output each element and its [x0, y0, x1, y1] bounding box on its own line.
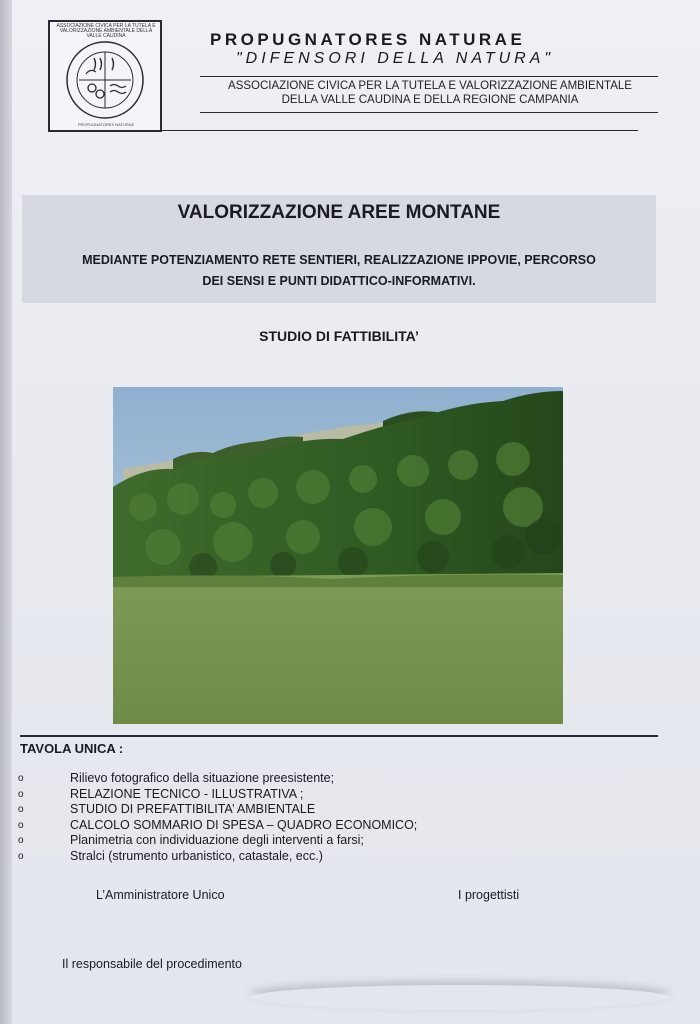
logo-caption: ASSOCIAZIONE CIVICA PER LA TUTELA E VALORIZZAZIONE AMBIENTALE DELLA VALLE CAUDINA: [56, 23, 156, 39]
list-item: o STUDIO DI PREFATTIBILITA’ AMBIENTALE: [18, 802, 316, 816]
document-title: VALORIZZAZIONE AREE MONTANE: [177, 202, 501, 223]
header-rule-mid: [200, 112, 658, 113]
subtitle-line-1: MEDIANTE POTENZIAMENTO RETE SENTIERI, REALIZZAZIONE IPPOVIE, PERCORSO: [82, 253, 596, 267]
mountain-meadow-photo: [113, 387, 563, 724]
list-item: o RELAZIONE TECNICO - ILLUSTRATIVA ;: [18, 786, 304, 801]
document-subtitle: [22, 250, 656, 292]
header-rule-bottom: [162, 130, 638, 131]
bullet-icon: o: [18, 804, 24, 815]
association-description: [205, 79, 655, 107]
header-rule-top: [200, 76, 658, 77]
organization-name: PROPUGNATORES NATURAE: [210, 30, 526, 49]
bullet-icon: o: [18, 850, 24, 862]
list-item: o Stralci (strumento urbanistico, catastale, ecc.): [18, 848, 323, 863]
study-label: STUDIO DI FATTIBILITA’: [259, 328, 419, 344]
nature-emblem-icon: [50, 22, 160, 130]
page-curl-shadow: [250, 985, 670, 1010]
bullet-icon: o: [18, 773, 24, 784]
bullet-icon: o: [18, 819, 24, 831]
association-line-2: DELLA VALLE CAUDINA E DELLA REGIONE CAMPANIA: [281, 94, 579, 106]
designers-signature-label: I progettisti: [458, 888, 520, 902]
bullet-icon: o: [18, 788, 24, 800]
administrator-signature-label: L’Amministratore Unico: [96, 888, 225, 902]
tavola-rule: [20, 735, 658, 737]
list-item: o CALCOLO SOMMARIO DI SPESA – QUADRO ECONOMICO;: [18, 817, 418, 832]
list-item: o Planimetria con individuazione degli interventi a farsi;: [18, 833, 364, 847]
list-item: o Rilievo fotografico della situazione preesistente;: [18, 771, 335, 785]
organization-subtitle: "DIFENSORI DELLA NATURA": [236, 50, 555, 67]
tavola-heading: TAVOLA UNICA :: [20, 741, 124, 756]
responsible-signature-label: Il responsabile del procedimento: [62, 957, 242, 971]
logo-ring-text: PROPUGNATORES NATURAE: [77, 122, 135, 127]
association-line-1: ASSOCIAZIONE CIVICA PER LA TUTELA E VALORIZZAZIONE AMBIENTALE: [228, 80, 632, 92]
landscape-photo-icon: [113, 387, 563, 724]
tavola-list: [18, 771, 618, 864]
bullet-icon: o: [18, 835, 24, 846]
subtitle-line-2: DEI SENSI E PUNTI DIDATTICO-INFORMATIVI.: [202, 274, 476, 288]
association-logo: [48, 20, 162, 132]
